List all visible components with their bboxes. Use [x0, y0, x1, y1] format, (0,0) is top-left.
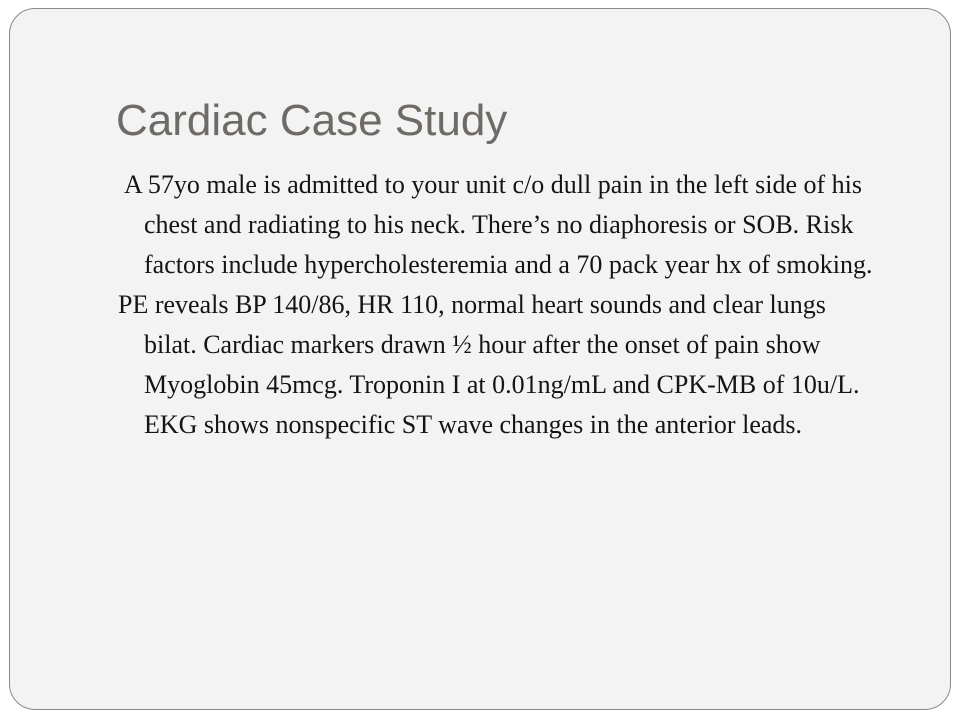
slide-frame [9, 8, 951, 710]
case-paragraph-history: A 57yo male is admitted to your unit c/o dull pain in the left side of his chest and radiating to his neck. There’s no diaphoresis or SOB. Risk factors include hypercholesteremia and a 70 pack year hx of smoking. [124, 170, 873, 279]
slide-title: Cardiac Case Study [116, 96, 508, 145]
case-paragraph-exam: PE reveals BP 140/86, HR 110, normal heart sounds and clear lungs bilat. Cardiac markers drawn ½ hour after the onset of pain show Myoglobin 45mcg. Troponin I at 0.01ng/mL and CPK-MB of 10u/L. EKG shows nonspecific ST wave changes in the anterior leads. [118, 290, 860, 439]
slide-body [118, 165, 878, 445]
